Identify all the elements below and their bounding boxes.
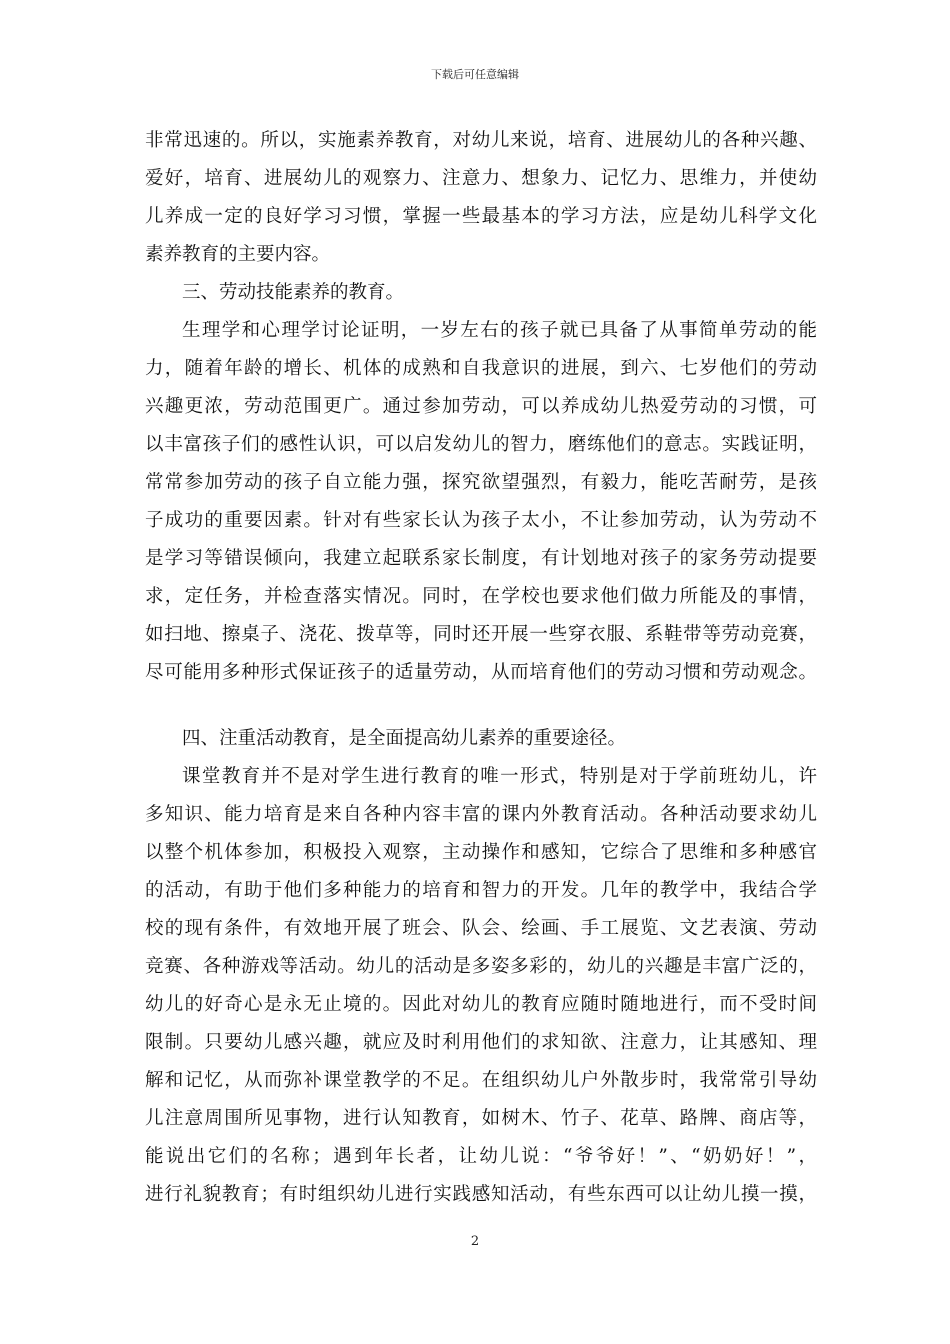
text-line: 常常参加劳动的孩子自立能力强，探究欲望强烈，有毅力，能吃苦耐劳，是孩 [145,472,817,493]
text-line: 生理学和心理学讨论证明，一岁左右的孩子就已具备了从事简单劳动的能 [182,320,817,341]
section-heading-labor-skills [145,274,817,312]
paragraph-activity [145,758,817,1214]
text-line: 幼儿的好奇心是永无止境的。因此对幼儿的教育应随时随地进行，而不受时间 [145,994,817,1015]
text-line: 能说出它们的名称；遇到年长者，让幼儿说：“爷爷好！”、“奶奶好！”， [145,1146,817,1167]
section-heading-activity-education [145,720,817,758]
section-heading: 三、劳动技能素养的教育。 [182,282,405,303]
text-line: 进行礼貌教育；有时组织幼儿进行实践感知活动，有些东西可以让幼儿摸一摸， [145,1184,817,1205]
text-line: 的活动，有助于他们多种能力的培育和智力的开发。几年的教学中，我结合学 [145,880,817,901]
document-body [145,122,817,1214]
text-line: 以丰富孩子们的感性认识，可以启发幼儿的智力，磨练他们的意志。实践证明， [145,434,817,455]
text-line: 素养教育的主要内容。 [145,244,331,265]
text-line: 竞赛、各种游戏等活动。幼儿的活动是多姿多彩的，幼儿的兴趣是丰富广泛的， [145,956,817,977]
text-line: 如扫地、擦桌子、浇花、拨草等，同时还开展一些穿衣服、系鞋带等劳动竞赛， [145,624,817,645]
text-line: 儿养成一定的良好学习习惯，掌握一些最基本的学习方法，应是幼儿科学文化 [145,206,817,227]
text-line: 校的现有条件，有效地开展了班会、队会、绘画、手工展览、文艺表演、劳动 [145,918,817,939]
text-line: 求，定任务，并检查落实情况。同时，在学校也要求他们做力所能及的事情， [145,586,817,607]
text-line: 解和记忆，从而弥补课堂教学的不足。在组织幼儿户外散步时，我常常引导幼 [145,1070,817,1091]
text-line: 兴趣更浓，劳动范围更广。通过参加劳动，可以养成幼儿热爱劳动的习惯，可 [145,396,817,417]
blank-line [145,692,817,720]
text-line: 力，随着年龄的增长、机体的成熟和自我意识的进展，到六、七岁他们的劳动 [145,358,817,379]
section-heading: 四、注重活动教育，是全面提高幼儿素养的重要途径。 [182,728,627,749]
text-line: 多知识、能力培育是来自各种内容丰富的课内外教育活动。各种活动要求幼儿 [145,804,817,825]
text-line: 是学习等错误倾向，我建立起联系家长制度，有计划地对孩子的家务劳动提要 [145,548,817,569]
paragraph-labor [145,312,817,692]
page-header-note: 下载后可任意编辑 [431,68,519,81]
page-number: 2 [470,1234,480,1249]
text-line: 儿注意周围所见事物，进行认知教育，如树木、竹子、花草、路牌、商店等， [145,1108,817,1129]
text-line: 尽可能用多种形式保证孩子的适量劳动，从而培育他们的劳动习惯和劳动观念。 [145,662,817,683]
text-line: 以整个机体参加，积极投入观察，主动操作和感知，它综合了思维和多种感官 [145,842,817,863]
paragraph-continuation [145,122,817,274]
text-line: 限制。只要幼儿感兴趣，就应及时利用他们的求知欲、注意力，让其感知、理 [145,1032,817,1053]
text-line: 非常迅速的。所以，实施素养教育，对幼儿来说，培育、进展幼儿的各种兴趣、 [145,130,817,151]
text-line: 爱好，培育、进展幼儿的观察力、注意力、想象力、记忆力、思维力，并使幼 [145,168,817,189]
text-line: 课堂教育并不是对学生进行教育的唯一形式，特别是对于学前班幼儿，许 [182,766,817,787]
text-line: 子成功的重要因素。针对有些家长认为孩子太小，不让参加劳动，认为劳动不 [145,510,817,531]
